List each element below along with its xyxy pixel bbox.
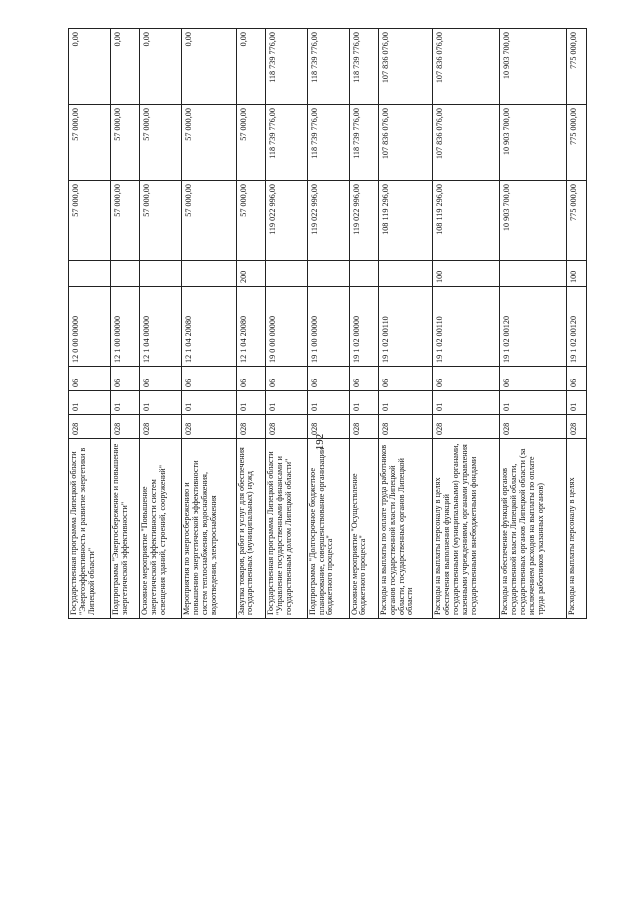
row-section-code: 01 — [110, 391, 139, 415]
row-section-code: 01 — [567, 391, 587, 415]
row-target-article: 19 1 02 00120 — [567, 287, 587, 367]
row-section-code: 01 — [378, 391, 432, 415]
row-subsection-code: 06 — [349, 367, 378, 391]
row-target-article: 19 0 00 00000 — [265, 287, 307, 367]
row-target-article: 19 1 02 00000 — [349, 287, 378, 367]
row-name: Государственная программа Липецкой области "Управление государственными финансами и государственным долгом Липецкой области" — [265, 439, 307, 619]
table-row — [378, 29, 432, 619]
row-grbs-code: 028 — [433, 415, 500, 439]
row-amount-year-2: 118 739 776,00 — [265, 105, 307, 181]
row-name: Мероприятия по энергосбережению и повышению энергетической эффективности систем теплоснабжения, водоснабжения, водоотведения, электроснабжения — [182, 439, 236, 619]
row-amount-year-3: 118 739 776,00 — [349, 29, 378, 105]
rotated-table-container — [68, 29, 587, 619]
row-amount-year-2: 57 000,00 — [110, 105, 139, 181]
row-amount-year-1: 119 022 996,00 — [349, 181, 378, 261]
row-target-article: 12 1 04 00000 — [140, 287, 182, 367]
row-amount-year-1: 10 903 700,00 — [500, 181, 567, 261]
row-section-code: 01 — [433, 391, 500, 415]
row-amount-year-2: 775 000,00 — [567, 105, 587, 181]
row-amount-year-1: 119 022 996,00 — [307, 181, 349, 261]
row-amount-year-3: 107 836 076,00 — [433, 29, 500, 105]
row-grbs-code: 028 — [378, 415, 432, 439]
row-grbs-code: 028 — [567, 415, 587, 439]
table-row — [182, 29, 236, 619]
table-row — [110, 29, 139, 619]
row-amount-year-2: 57 000,00 — [69, 105, 111, 181]
row-expense-type: 200 — [236, 261, 265, 287]
row-subsection-code: 06 — [110, 367, 139, 391]
row-amount-year-2: 107 836 076,00 — [433, 105, 500, 181]
row-amount-year-1: 775 000,00 — [567, 181, 587, 261]
row-grbs-code: 028 — [349, 415, 378, 439]
row-amount-year-3: 118 739 776,00 — [307, 29, 349, 105]
row-expense-type: 100 — [567, 261, 587, 287]
table-row — [307, 29, 349, 619]
table-row — [433, 29, 500, 619]
row-name: Основное мероприятие "Повышение энергетической эффективности систем освещения зданий, строений, сооружений" — [140, 439, 182, 619]
row-subsection-code: 06 — [69, 367, 111, 391]
row-target-article: 12 1 04 20080 — [182, 287, 236, 367]
row-subsection-code: 06 — [378, 367, 432, 391]
row-amount-year-1: 119 022 996,00 — [265, 181, 307, 261]
table-body — [69, 29, 587, 619]
row-expense-type — [307, 261, 349, 287]
table-row — [236, 29, 265, 619]
row-name: Расходы на выплаты персоналу в целях — [567, 439, 587, 619]
row-amount-year-2: 57 000,00 — [140, 105, 182, 181]
row-target-article: 19 1 00 00000 — [307, 287, 349, 367]
row-grbs-code: 028 — [69, 415, 111, 439]
row-amount-year-3: 0,00 — [110, 29, 139, 105]
page-number: 192 — [314, 433, 326, 451]
row-expense-type — [69, 261, 111, 287]
row-amount-year-3: 0,00 — [182, 29, 236, 105]
row-amount-year-1: 57 000,00 — [182, 181, 236, 261]
row-amount-year-3: 0,00 — [236, 29, 265, 105]
row-expense-type: 100 — [433, 261, 500, 287]
row-section-code: 01 — [500, 391, 567, 415]
row-target-article: 19 1 02 00110 — [433, 287, 500, 367]
row-target-article: 12 1 00 00000 — [110, 287, 139, 367]
table-row — [69, 29, 111, 619]
row-expense-type — [500, 261, 567, 287]
row-section-code: 01 — [69, 391, 111, 415]
row-name: Подпрограмма "Долгосрочное бюджетное планирование, совершенствование организации бюджетного процесса" — [307, 439, 349, 619]
row-section-code: 01 — [140, 391, 182, 415]
row-expense-type — [110, 261, 139, 287]
row-amount-year-2: 107 836 076,00 — [378, 105, 432, 181]
row-amount-year-3: 775 000,00 — [567, 29, 587, 105]
row-section-code: 01 — [182, 391, 236, 415]
row-amount-year-2: 57 000,00 — [182, 105, 236, 181]
row-subsection-code: 06 — [567, 367, 587, 391]
row-target-article: 19 1 02 00110 — [378, 287, 432, 367]
row-expense-type — [140, 261, 182, 287]
row-name: Закупка товаров, работ и услуг для обеспечения государственных (муниципальных) нужд — [236, 439, 265, 619]
row-subsection-code: 06 — [236, 367, 265, 391]
row-amount-year-2: 10 903 700,00 — [500, 105, 567, 181]
row-subsection-code: 06 — [500, 367, 567, 391]
row-subsection-code: 06 — [182, 367, 236, 391]
table-row — [140, 29, 182, 619]
row-expense-type — [265, 261, 307, 287]
row-grbs-code: 028 — [110, 415, 139, 439]
table-row — [349, 29, 378, 619]
table-row — [567, 29, 587, 619]
row-amount-year-1: 57 000,00 — [236, 181, 265, 261]
row-grbs-code: 028 — [140, 415, 182, 439]
row-grbs-code: 028 — [307, 415, 349, 439]
row-section-code: 01 — [307, 391, 349, 415]
row-name: Расходы на выплаты по оплате труда работников органов государственной власти Липецкой области, государственных органов Липецкой области — [378, 439, 432, 619]
row-target-article: 12 0 00 00000 — [69, 287, 111, 367]
row-section-code: 01 — [265, 391, 307, 415]
row-amount-year-3: 0,00 — [69, 29, 111, 105]
row-grbs-code: 028 — [265, 415, 307, 439]
row-name: Государственная программа Липецкой области "Энергоэффективность и развитие энергетики в Липецкой области" — [69, 439, 111, 619]
row-grbs-code: 028 — [236, 415, 265, 439]
row-expense-type — [378, 261, 432, 287]
row-amount-year-3: 0,00 — [140, 29, 182, 105]
row-grbs-code: 028 — [182, 415, 236, 439]
row-expense-type — [349, 261, 378, 287]
row-target-article: 19 1 02 00120 — [500, 287, 567, 367]
row-subsection-code: 06 — [307, 367, 349, 391]
budget-table — [68, 28, 587, 619]
row-subsection-code: 06 — [140, 367, 182, 391]
row-amount-year-2: 118 739 776,00 — [307, 105, 349, 181]
row-section-code: 01 — [349, 391, 378, 415]
row-subsection-code: 06 — [265, 367, 307, 391]
row-amount-year-1: 57 000,00 — [140, 181, 182, 261]
row-name: Подпрограмма "Энергосбережение и повышение энергетической эффективности" — [110, 439, 139, 619]
row-target-article: 12 1 04 20080 — [236, 287, 265, 367]
row-amount-year-1: 57 000,00 — [69, 181, 111, 261]
row-section-code: 01 — [236, 391, 265, 415]
row-amount-year-3: 118 739 776,00 — [265, 29, 307, 105]
row-amount-year-3: 10 903 700,00 — [500, 29, 567, 105]
row-expense-type — [182, 261, 236, 287]
row-amount-year-1: 108 119 296,00 — [378, 181, 432, 261]
row-amount-year-2: 57 000,00 — [236, 105, 265, 181]
table-row — [265, 29, 307, 619]
row-subsection-code: 06 — [433, 367, 500, 391]
row-name: Основное мероприятие "Осуществление бюджетного процесса" — [349, 439, 378, 619]
row-name: Расходы на обеспечение функций органов государственной власти Липецкой области, государственных органов Липецкой области (за исключением расходов на выплаты по оплате труда работников указанных органов) — [500, 439, 567, 619]
row-amount-year-3: 107 836 076,00 — [378, 29, 432, 105]
row-amount-year-2: 118 739 776,00 — [349, 105, 378, 181]
row-amount-year-1: 108 119 296,00 — [433, 181, 500, 261]
row-grbs-code: 028 — [500, 415, 567, 439]
row-amount-year-1: 57 000,00 — [110, 181, 139, 261]
table-row — [500, 29, 567, 619]
row-name: Расходы на выплаты персоналу в целях обеспечения выполнения функций государственными (муниципальными) органами, казенными учреждениями, органами управления государственными внебюджетными фондами — [433, 439, 500, 619]
